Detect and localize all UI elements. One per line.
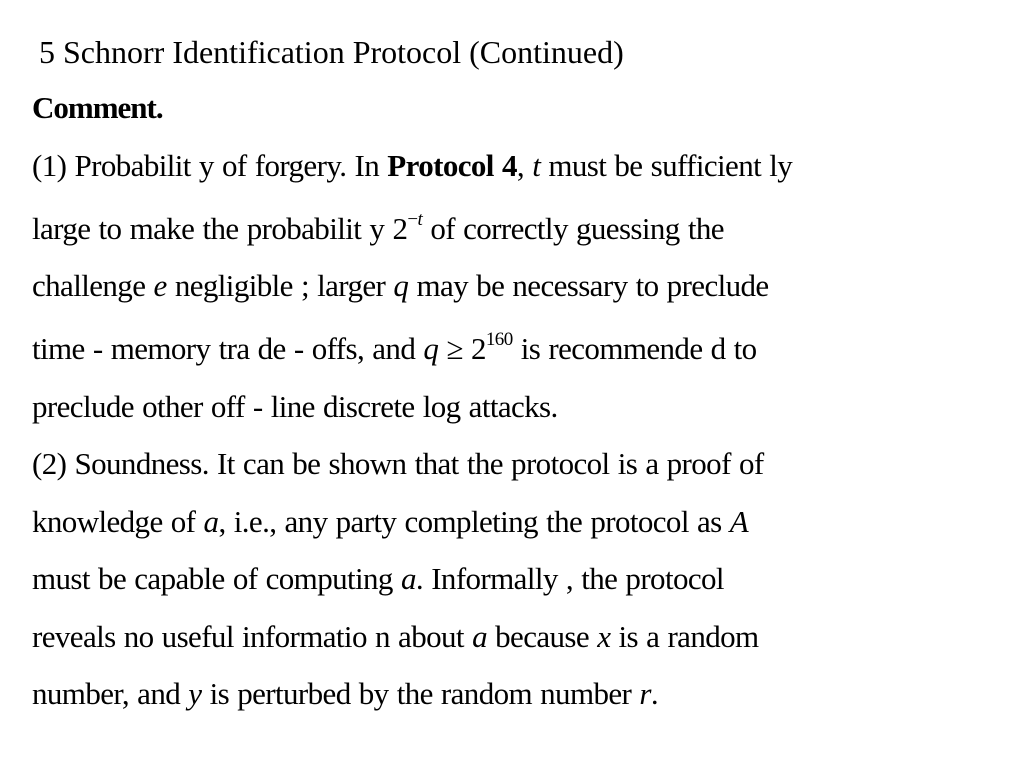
math-variable-x: x [597,619,611,654]
text-segment: (1) Probabilit y of forgery. In [32,148,388,183]
text-segment: is recommende d to [512,331,757,366]
text-line-1 [32,146,792,186]
math-variable-q: q [393,268,409,303]
exponent [407,209,422,230]
text-line-7 [32,502,748,542]
text-segment: may be necessary to preclude [408,268,769,303]
math-variable-a: a [472,619,487,654]
slide-title: 5 Schnorr Identification Protocol (Continued) [39,34,624,70]
exponent-sign: − [407,208,418,230]
text-segment: (2) Soundness. It can be shown that the protocol is a proof of [32,446,764,481]
exponent-variable-t: t [417,208,423,230]
text-line-5 [32,387,558,427]
comment-heading: Comment. [32,90,163,125]
text-segment: negligible ; larger [166,268,394,303]
text-segment: must be capable of computing [32,561,401,596]
text-segment: knowledge of [32,504,204,539]
text-line-8 [32,559,724,599]
math-variable-y: y [188,676,202,711]
math-variable-t: t [532,148,541,183]
text-line-6 [32,444,764,484]
math-variable-a: a [400,561,416,596]
text-segment: , [516,148,533,183]
text-segment: of correctly guessing the [422,211,724,246]
text-line-10 [32,674,658,714]
text-line-3 [32,266,769,306]
protocol-reference: Protocol 4 [387,148,517,183]
text-line-9 [32,617,759,657]
text-segment: . Informally , the protocol [415,561,724,596]
text-line-4 [32,329,757,369]
text-segment: is perturbed by the random number [201,676,640,711]
math-variable-e: e [153,268,167,303]
text-segment: ≥ 2 [438,331,486,366]
text-segment: challenge [32,268,154,303]
text-segment: because [486,619,598,654]
text-segment: is a random [610,619,759,654]
text-segment: , i.e., any party completing the protocol as [218,504,730,539]
text-segment: . [650,676,659,711]
exponent: 160 [485,328,513,350]
text-segment: preclude other off - line discrete log attacks. [32,389,558,424]
text-segment: time - memory tra de - offs, and [32,331,424,366]
text-segment: must be sufficient ly [540,148,793,183]
text-segment: large to make the probabilit y 2 [32,211,408,246]
math-variable-r: r [639,676,651,711]
text-segment: reveals no useful informatio n about [32,619,473,654]
math-variable-a: a [203,504,219,539]
math-variable-A: A [729,504,749,539]
math-variable-q: q [423,331,439,366]
text-line-2 [32,209,724,249]
text-segment: number, and [32,676,189,711]
